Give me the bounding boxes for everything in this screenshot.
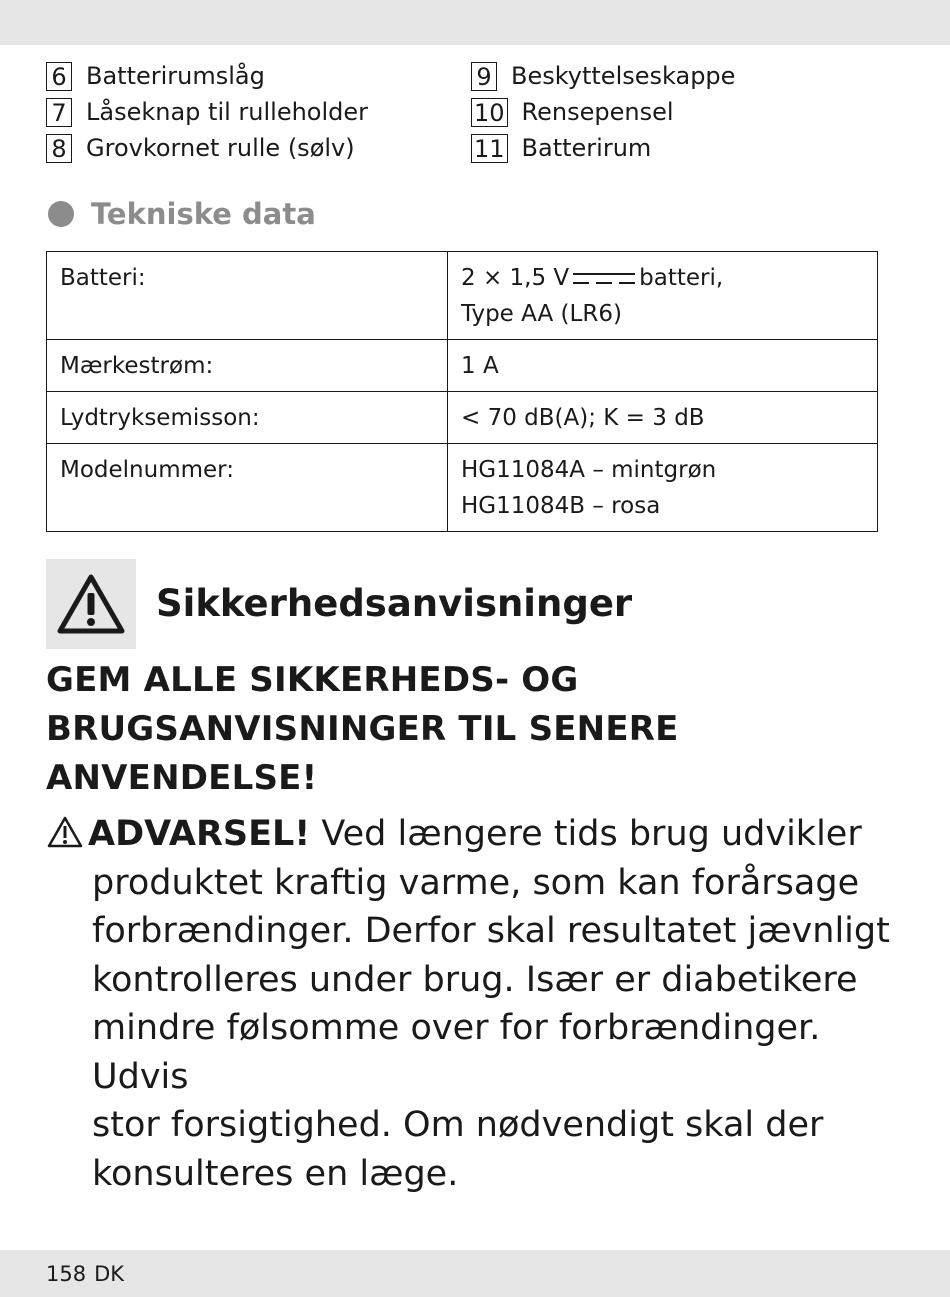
part-number: 10 [471, 98, 508, 127]
table-key: Modelnummer: [47, 444, 448, 532]
part-item [46, 133, 355, 163]
tech-data-table [46, 251, 878, 532]
warning-text-line: konsulteres en læge. [92, 1153, 459, 1194]
part-item [471, 97, 674, 127]
dc-symbol-icon [573, 268, 635, 290]
part-number: 9 [471, 62, 497, 91]
warning-small-icon [46, 815, 84, 849]
caps-line: ANVENDELSE! [46, 758, 318, 798]
table-key: Batteri: [47, 252, 448, 340]
language-code: DK [94, 1262, 125, 1286]
warning-label: ADVARSEL! [88, 814, 311, 854]
warning-triangle-icon [56, 573, 126, 635]
table-row [47, 444, 878, 532]
warning-text-line: mindre følsomme over for forbrændinger. Udvis [92, 1008, 821, 1097]
table-value: 1 A [448, 340, 878, 392]
part-item [46, 61, 265, 91]
warning-text: Ved længere tids brug udvikler [310, 814, 862, 854]
safety-caps-heading [46, 656, 906, 803]
part-label: Batterirumslåg [86, 62, 265, 90]
tech-section-heading [48, 197, 316, 231]
warning-text-line: forbrændinger. Derfor skal resultatet jævnligt [92, 911, 890, 951]
part-number: 7 [46, 98, 72, 127]
top-bar [0, 0, 950, 45]
warning-icon-box [46, 559, 136, 649]
part-label: Rensepensel [521, 98, 674, 126]
table-key: Lydtryksemisson: [47, 392, 448, 444]
table-row [47, 392, 878, 444]
table-row [47, 252, 878, 340]
warning-text-line: kontrolleres under brug. Især er diabetikere [92, 959, 858, 1000]
warning-text-line: produktet kraftig varme, som kan forårsage [92, 862, 860, 903]
safety-title: Sikkerhedsanvisninger [156, 582, 633, 625]
part-item [46, 97, 368, 127]
tech-section-title: Tekniske data [91, 197, 316, 231]
part-label: Grovkornet rulle (sølv) [86, 134, 355, 162]
bullet-icon [48, 201, 74, 227]
part-number: 11 [471, 134, 508, 163]
table-key: Mærkestrøm: [47, 340, 448, 392]
page-footer [46, 1262, 124, 1286]
battery-voltage: 2 × 1,5 V [461, 265, 570, 291]
model-number-b: HG11084B – rosa [461, 493, 661, 519]
caps-line: GEM ALLE SIKKERHEDS- OG [46, 660, 579, 700]
part-number: 8 [46, 134, 72, 163]
part-label: Låseknap til rulleholder [86, 98, 369, 126]
part-item [471, 61, 735, 91]
caps-line: BRUGSANVISNINGER TIL SENERE [46, 709, 679, 749]
table-value: < 70 dB(A); K = 3 dB [448, 392, 878, 444]
warning-paragraph [46, 810, 906, 1198]
part-item [471, 133, 651, 163]
page-number: 158 [46, 1262, 87, 1286]
bottom-bar [0, 1250, 950, 1297]
battery-type: Type AA (LR6) [461, 301, 622, 327]
table-row [47, 340, 878, 392]
battery-suffix: batteri, [639, 265, 724, 291]
table-value [448, 444, 878, 532]
part-label: Batterirum [521, 134, 652, 162]
part-number: 6 [46, 62, 72, 91]
warning-text-line: stor forsigtighed. Om nødvendigt skal der [92, 1105, 824, 1145]
table-value [448, 252, 878, 340]
model-number-a: HG11084A – mintgrøn [461, 457, 717, 483]
part-label: Beskyttelseskappe [511, 62, 736, 90]
